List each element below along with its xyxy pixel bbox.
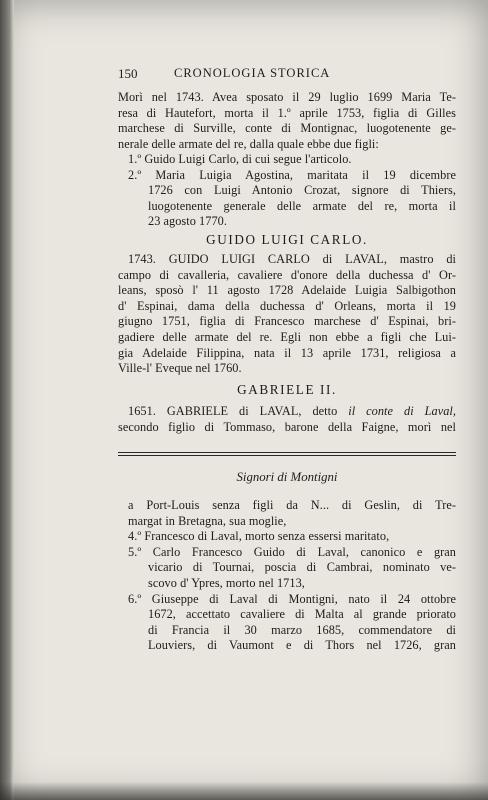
text-line: a Port-Louis senza figli da N... di Geslin, di Tre-	[128, 498, 456, 512]
page-bottom-shadow	[0, 782, 488, 800]
text-line	[118, 404, 456, 420]
item-text: Guido Luigi Carlo, di cui segue l'articolo.	[144, 152, 352, 166]
section-heading-guido: GUIDO LUIGI CARLO.	[206, 232, 368, 247]
text-line: 1743. GUIDO LUIGI CARLO di LAVAL, mastro di	[128, 252, 456, 266]
item-number: 4.º	[128, 529, 142, 544]
text-line: campo di cavalleria, cavaliere d'onore della duchessa d' Or-	[118, 267, 456, 282]
italic-text: il conte di Laval,	[348, 404, 456, 418]
text-line: 1726 con Luigi Antonio Crozat, signore di Thiers,	[148, 183, 456, 198]
list-item	[118, 529, 456, 545]
text-line: margat in Bretagna, sua moglie,	[128, 513, 287, 528]
text-line: Louviers, di Vaumont e di Thors nel 1726, gran	[148, 638, 456, 653]
footnote-body	[118, 498, 456, 654]
text-span: 1651. GABRIELE di LAVAL, detto	[128, 404, 349, 418]
guido-paragraph	[118, 252, 456, 377]
text-line: Morì nel 1743. Avea sposato il 29 luglio 1699 Maria Te-	[118, 90, 456, 104]
text-line: gadiere delle armate del re. Egli non ebbe a figli che Lui-	[118, 329, 456, 344]
top-paragraph	[118, 90, 456, 152]
section-heading-gabriele: GABRIELE II.	[237, 382, 337, 397]
text-line: scovo d' Ypres, morto nel 1713,	[148, 575, 305, 590]
children-list	[118, 152, 456, 230]
text-line: nerale delle armate del re, dalla quale ebbe due figli:	[118, 136, 379, 151]
footnote-divider-thin	[118, 455, 456, 456]
text-line: giugno 1751, figlia di Francesco marchese d' Espinai, bri-	[118, 314, 456, 329]
text-line: resa di Hautefort, morta il 1.º aprile 1753, figlia di Gilles	[118, 105, 456, 120]
item-text: Carlo Francesco Guido di Laval, canonico e gran	[152, 544, 456, 559]
list-item	[118, 545, 456, 561]
text-line: gia Adelaide Filippina, nata il 13 aprile 1731, religiosa a	[118, 345, 456, 360]
page-number: 150	[118, 66, 138, 81]
item-number: 6.º	[128, 591, 142, 606]
list-item	[118, 592, 456, 608]
item-text: Giuseppe di Laval di Montigni, nato il 24 ottobre	[151, 591, 456, 606]
text-line: di Francia il 30 marzo 1685, commendatore di	[148, 622, 456, 637]
text-line: luogotenente generale delle armate del re, morta il	[148, 198, 456, 213]
text-line: 23 agosto 1770.	[148, 214, 227, 229]
item-number: 1.º	[128, 152, 142, 166]
text-line: leans, sposò l' 11 agosto 1728 Adelaide Luigia Salbigothon	[118, 283, 456, 298]
item-text: Maria Luigia Agostina, maritata il 19 dicembre	[155, 167, 456, 182]
gabriele-paragraph	[118, 404, 456, 435]
footnote-section-title: Signori di Montigni	[236, 470, 338, 484]
footnote-divider	[118, 452, 456, 453]
list-item	[118, 152, 456, 168]
running-head: CRONOLOGIA STORICA	[174, 66, 331, 80]
text-line: d' Espinai, dama della duchessa d' Orleans, morta il 19	[118, 298, 456, 313]
text-line: marchese di Surville, conte di Montignac, luogotenente ge-	[118, 121, 456, 136]
page-gutter-shadow	[0, 0, 14, 800]
text-line: secondo figlio di Tommaso, barone della Faigne, morì nel	[118, 419, 456, 434]
text-line: vicario di Tournai, poscia di Cambrai, nominato ve-	[148, 560, 456, 575]
item-number: 5.º	[128, 544, 142, 559]
page-header	[118, 66, 456, 82]
list-item	[118, 168, 456, 184]
text-line: Ville-l' Eveque nel 1760.	[118, 361, 242, 376]
item-text: Francesco di Laval, morto senza essersi maritato,	[144, 529, 390, 544]
item-number: 2.º	[128, 167, 142, 182]
text-line: 1672, accettato cavaliere di Malta al grande priorato	[148, 607, 456, 622]
